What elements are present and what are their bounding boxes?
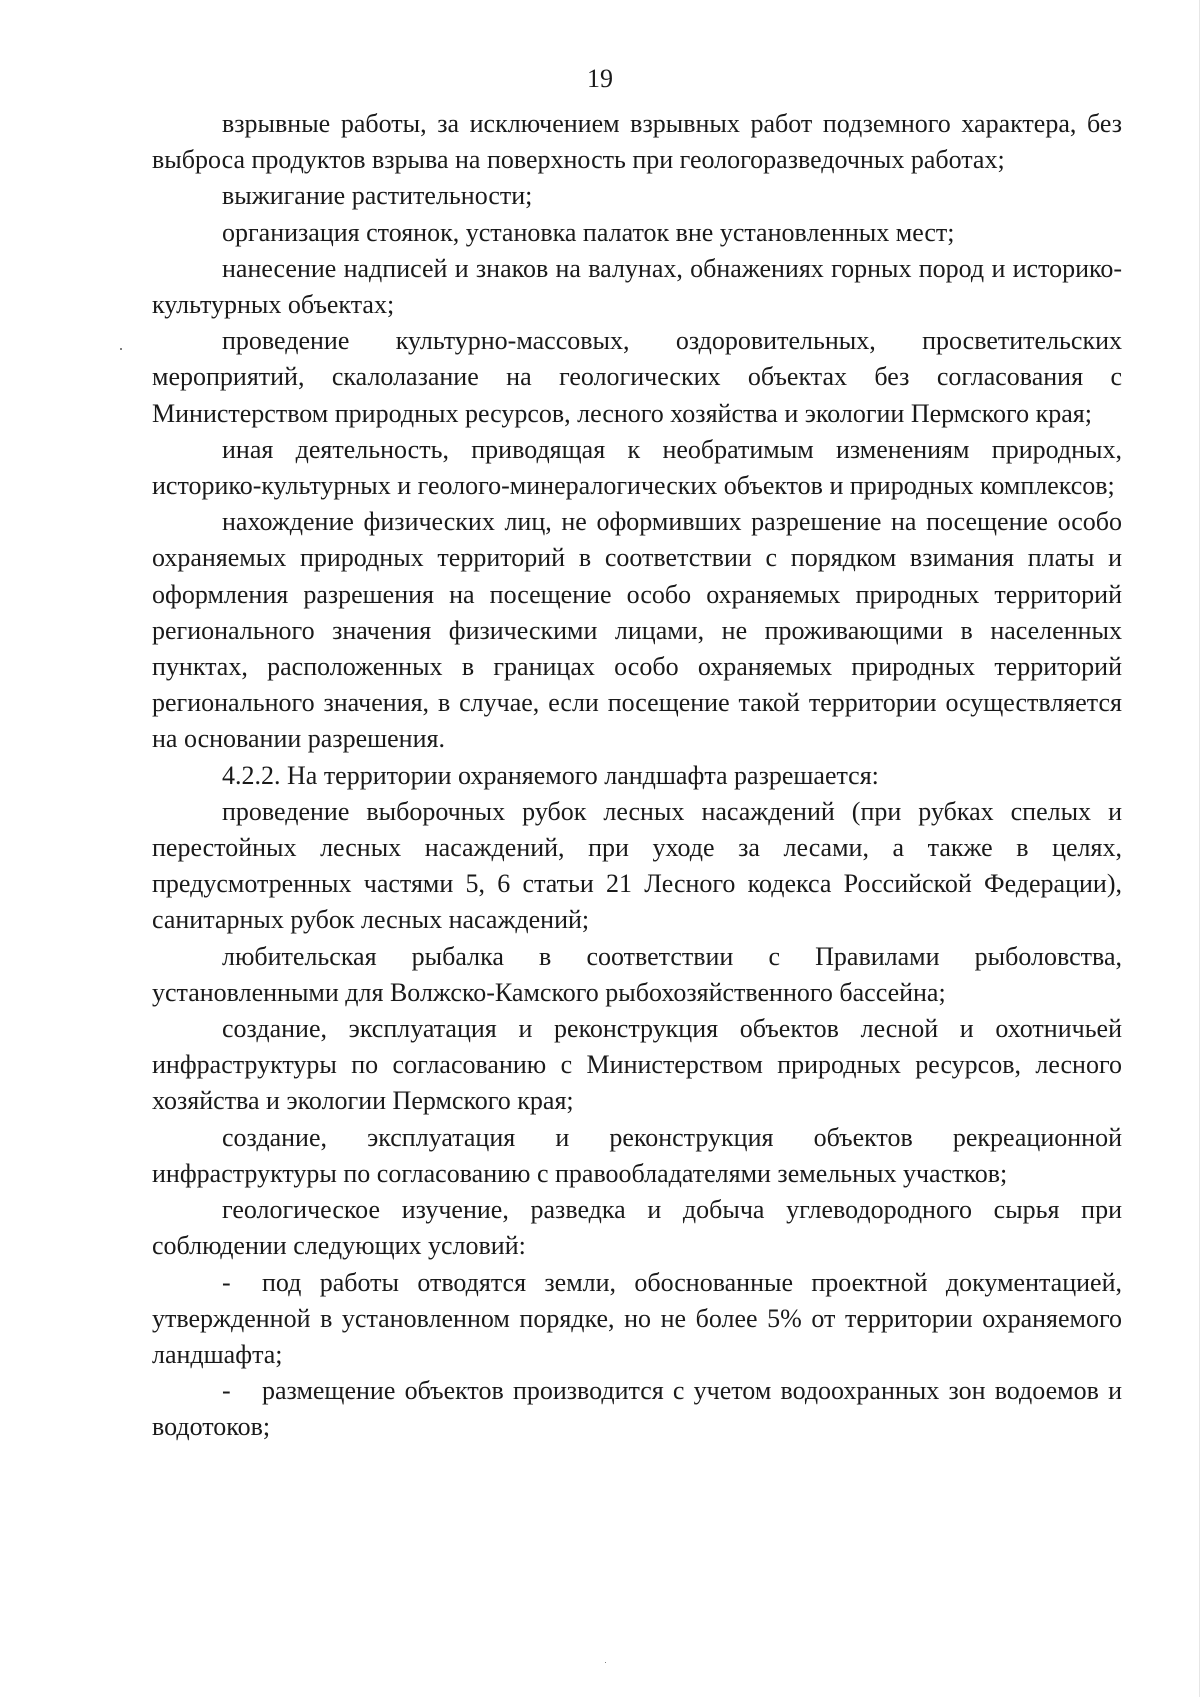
paragraph: любительская рыбалка в соответствии с Правилами рыболовства, установленными для Волжско-Камского рыбохозяйственного бассейна; xyxy=(152,941,1122,1007)
scan-speck xyxy=(605,1662,606,1663)
dash-item-text: размещение объектов производится с учетом водоохранных зон водоемов и водотоков; xyxy=(152,1376,1122,1442)
dash-list-item xyxy=(152,1373,1122,1445)
paragraph: взрывные работы, за исключением взрывных работ подземного характера, без выброса продуктов взрыва на поверхность при геологоразведочных работах; xyxy=(152,109,1122,175)
paragraph: нанесение надписей и знаков на валунах, обнажениях горных пород и историко-культурных объектах; xyxy=(152,253,1122,320)
dash-item-text: под работы отводятся земли, обоснованные проектной документацией, утвержденной в установленном порядке, но не более 5% от территории охраняемого ландшафта; xyxy=(152,1267,1122,1369)
paragraph: геологическое изучение, разведка и добыча углеводородного сырья при соблюдении следующих условий: xyxy=(152,1195,1122,1261)
document-body xyxy=(152,106,1122,1446)
paragraph: нахождение физических лиц, не оформивших разрешение на посещение особо охраняемых природных территорий в соответствии с порядком взимания платы и оформления разрешения на посещение особо охраняемых природных территорий регионального значения физическими лицами, не проживающими в населенных пунктах, расположенных в границах особо охраняемых природных территорий регионального значения, в случае, если посещение такой территории осуществляется на основании разрешения. xyxy=(152,507,1122,754)
page-number: 19 xyxy=(587,64,613,93)
scan-speck xyxy=(120,348,122,350)
paragraph: иная деятельность, приводящая к необратимым изменениям природных, историко-культурных и геолого-минералогических объектов и природных комплексов; xyxy=(152,434,1122,501)
paragraph: создание, эксплуатация и реконструкция объектов рекреационной инфраструктуры по согласованию с правообладателями земельных участков; xyxy=(152,1122,1122,1188)
dash-marker: - xyxy=(222,1376,231,1406)
paragraph: проведение выборочных рубок лесных насаждений (при рубках спелых и перестойных лесных насаждений, при уходе за лесами, а также в целях, предусмотренных частями 5, 6 статьи 21 Лесного кодекса Российской Федерации), санитарных рубок лесных насаждений; xyxy=(152,796,1122,935)
dash-marker: - xyxy=(222,1267,231,1297)
paragraph: выжигание растительности; xyxy=(222,181,533,211)
dash-list-item xyxy=(152,1265,1122,1374)
paragraph: создание, эксплуатация и реконструкция объектов лесной и охотничьей инфраструктуры по согласованию с Министерством природных ресурсов, лесного хозяйства и экологии Пермского края; xyxy=(152,1014,1122,1116)
paragraph: проведение культурно-массовых, оздоровительных, просветительских мероприятий, скалолазание на геологических объектах без согласования с Министерством природных ресурсов, лесного хозяйства и экологии Пермского края; xyxy=(152,326,1122,428)
paragraph: организация стоянок, установка палаток вне установленных мест; xyxy=(222,217,955,247)
section-heading: 4.2.2. На территории охраняемого ландшафта разрешается: xyxy=(222,760,879,790)
